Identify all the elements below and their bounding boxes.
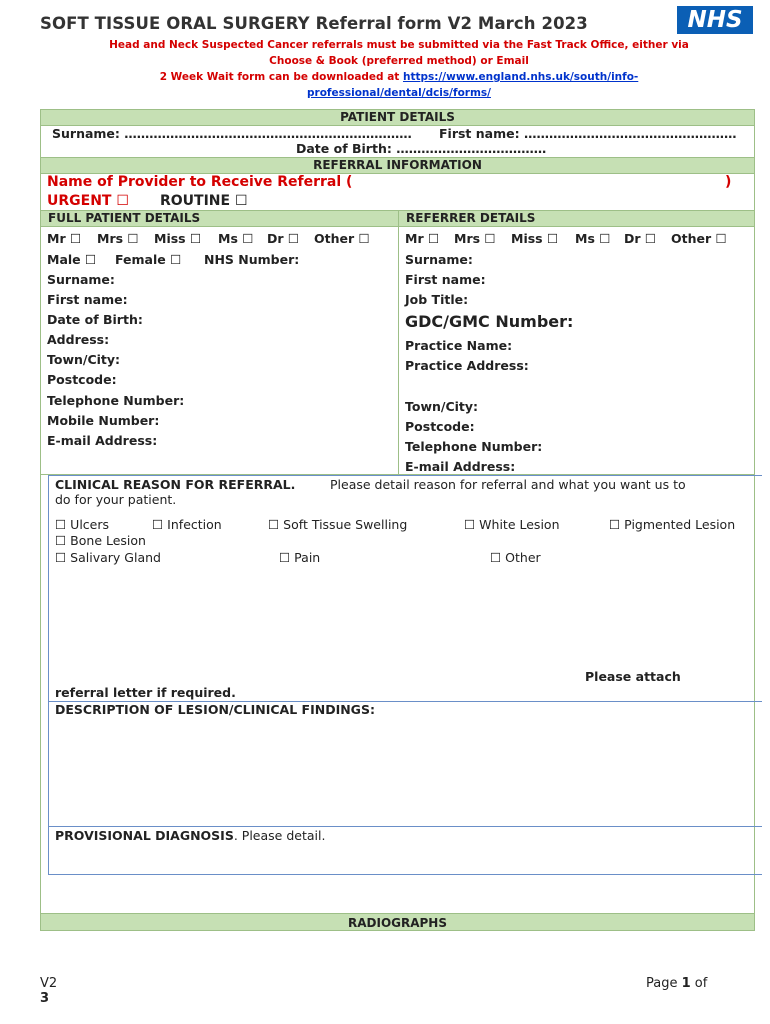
column-divider — [398, 227, 399, 475]
full-patient-details-label: FULL PATIENT DETAILS — [48, 211, 201, 225]
pain-checkbox[interactable]: ☐ Pain — [279, 550, 321, 565]
provisional-text: . Please detail. — [233, 828, 326, 843]
footer-version: V2 — [40, 976, 58, 991]
radiographs-heading: RADIOGRAPHS — [40, 913, 755, 931]
referrer-email-field[interactable]: E-mail Address: — [405, 459, 516, 474]
clinical-reason-text-1: Please detail reason for referral and what you want us to — [330, 477, 686, 492]
referrer-postcode-field[interactable]: Postcode: — [405, 419, 475, 434]
clinical-top-border — [48, 475, 762, 476]
referrer-job-title-field[interactable]: Job Title: — [405, 292, 469, 307]
patient-nhs-number-field[interactable]: NHS Number: — [204, 252, 300, 267]
provider-label: Name of Provider to Receive Referral ( — [47, 174, 353, 190]
salivary-gland-checkbox[interactable]: ☐ Salivary Gland — [55, 550, 161, 565]
patient-address-field[interactable]: Address: — [47, 332, 110, 347]
patient-surname-field[interactable]: Surname: …………………………………………………………… — [52, 126, 412, 141]
pigmented-lesion-checkbox[interactable]: ☐ Pigmented Lesion — [609, 517, 736, 532]
patient-dob-detail[interactable]: Date of Birth: — [47, 312, 143, 327]
provisional-heading: PROVISIONAL DIAGNOSIS — [55, 828, 234, 843]
notice-line-4 — [40, 85, 758, 101]
notice-line-3 — [40, 69, 758, 85]
referrer-title-other[interactable]: Other ☐ — [671, 231, 727, 246]
soft-tissue-swelling-checkbox[interactable]: ☐ Soft Tissue Swelling — [268, 517, 408, 532]
notice-line-1: Head and Neck Suspected Cancer referrals must be submitted via the Fast Track Office, either via — [109, 39, 689, 51]
patient-male-checkbox[interactable]: Male ☐ — [47, 252, 97, 267]
provisional-bottom-border — [48, 874, 762, 875]
patient-mobile-field[interactable]: Mobile Number: — [47, 413, 160, 428]
patient-first-name-detail[interactable]: First name: — [47, 292, 128, 307]
fast-track-notice — [40, 37, 758, 101]
patient-first-name-field[interactable]: First name: …………………………………………… — [439, 126, 737, 141]
patient-title-other[interactable]: Other ☐ — [314, 231, 370, 246]
patient-title-dr[interactable]: Dr ☐ — [267, 231, 300, 246]
footer-page-number — [646, 976, 707, 991]
referrer-telephone-field[interactable]: Telephone Number: — [405, 439, 543, 454]
patient-title-mrs[interactable]: Mrs ☐ — [97, 231, 139, 246]
referrer-details-heading — [398, 210, 755, 227]
clinical-reason-text-2: do for your patient. — [55, 492, 177, 507]
page-suffix: of — [690, 976, 708, 991]
patient-title-ms[interactable]: Ms ☐ — [218, 231, 254, 246]
referrer-town-field[interactable]: Town/City: — [405, 399, 479, 414]
ulcers-checkbox[interactable]: ☐ Ulcers — [55, 517, 110, 532]
referrer-details-label: REFERRER DETAILS — [406, 211, 536, 225]
bone-lesion-checkbox[interactable]: ☐ Bone Lesion — [55, 533, 146, 548]
forms-link-part-2[interactable]: professional/dental/dcis/forms/ — [307, 87, 491, 99]
routine-checkbox[interactable]: ROUTINE ☐ — [160, 193, 248, 209]
other-checkbox[interactable]: ☐ Other — [490, 550, 541, 565]
referrer-surname-field[interactable]: Surname: — [405, 252, 473, 267]
nhs-logo: NHS — [677, 6, 753, 34]
patient-title-miss[interactable]: Miss ☐ — [154, 231, 202, 246]
referrer-gdc-number-field[interactable]: GDC/GMC Number: — [405, 312, 574, 331]
referrer-title-mrs[interactable]: Mrs ☐ — [454, 231, 496, 246]
referrer-practice-address-field[interactable]: Practice Address: — [405, 358, 529, 373]
footer-version-number: 3 — [40, 991, 50, 1006]
page-prefix: Page — [646, 976, 682, 991]
referrer-title-dr[interactable]: Dr ☐ — [624, 231, 657, 246]
description-heading: DESCRIPTION OF LESION/CLINICAL FINDINGS: — [55, 702, 375, 717]
referrer-practice-name-field[interactable]: Practice Name: — [405, 338, 513, 353]
provisional-line — [55, 828, 325, 843]
referrer-first-name-field[interactable]: First name: — [405, 272, 486, 287]
provisional-top-border — [48, 826, 762, 827]
patient-postcode-field[interactable]: Postcode: — [47, 372, 117, 387]
forms-link-part-1[interactable]: https://www.england.nhs.uk/south/info- — [402, 71, 639, 83]
form-title: SOFT TISSUE ORAL SURGERY Referral form V2 March 2023 — [40, 14, 588, 33]
page-current: 1 — [681, 976, 691, 991]
patient-dob-field[interactable]: Date of Birth: ……………………………… — [296, 141, 547, 156]
urgent-checkbox[interactable]: URGENT ☐ — [47, 193, 129, 209]
attach-note-1: Please attach — [585, 669, 681, 684]
patient-female-checkbox[interactable]: Female ☐ — [115, 252, 182, 267]
referrer-title-ms[interactable]: Ms ☐ — [575, 231, 611, 246]
patient-surname-detail[interactable]: Surname: — [47, 272, 115, 287]
attach-note-2: referral letter if required. — [55, 685, 236, 700]
patient-email-field[interactable]: E-mail Address: — [47, 433, 158, 448]
patient-title-mr[interactable]: Mr ☐ — [47, 231, 82, 246]
white-lesion-checkbox[interactable]: ☐ White Lesion — [464, 517, 560, 532]
patient-details-heading: PATIENT DETAILS — [40, 109, 755, 126]
referrer-title-miss[interactable]: Miss ☐ — [511, 231, 559, 246]
patient-telephone-field[interactable]: Telephone Number: — [47, 393, 185, 408]
patient-town-field[interactable]: Town/City: — [47, 352, 121, 367]
full-patient-details-heading — [40, 210, 399, 227]
notice-line-2: Choose & Book (preferred method) or Email — [269, 55, 529, 67]
referral-information-heading: REFERRAL INFORMATION — [40, 157, 755, 174]
clinical-left-border — [48, 475, 49, 875]
infection-checkbox[interactable]: ☐ Infection — [152, 517, 222, 532]
clinical-reason-heading: CLINICAL REASON FOR REFERRAL. — [55, 477, 296, 492]
referrer-title-mr[interactable]: Mr ☐ — [405, 231, 440, 246]
provider-close-paren: ) — [725, 174, 732, 190]
notice-line-3-prefix: 2 Week Wait form can be downloaded at — [159, 71, 403, 83]
